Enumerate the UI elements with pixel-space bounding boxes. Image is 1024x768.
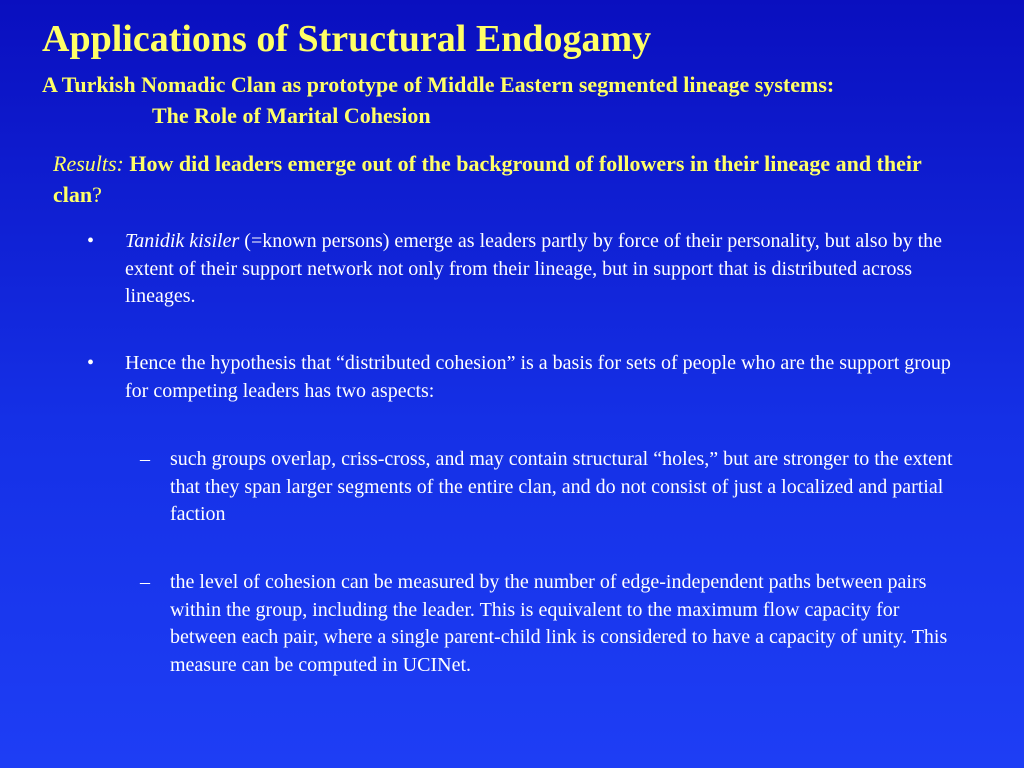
slide-subtitle: A Turkish Nomadic Clan as prototype of Middle Eastern segmented lineage systems: (42, 72, 835, 97)
bullet-text: (=known persons) emerge as leaders partly by force of their personality, but also by the extent of their support network not only from their lineage, but in support that is distributed across lineages. (125, 230, 943, 307)
sub-bullet-item (140, 569, 960, 679)
dash-marker: – (140, 448, 150, 470)
question-mark: ? (92, 182, 102, 207)
bullet-item (87, 228, 955, 311)
bullet-marker: • (87, 352, 95, 374)
sub-bullet-text: such groups overlap, criss-cross, and may contain structural “holes,” but are stronger to the extent that they span larger segments of the entire clan, and do not consist of just a localized and partial faction (170, 448, 953, 525)
sub-bullet-text: the level of cohesion can be measured by the number of edge-independent paths between pairs within the group, including the leader. This is equivalent to the maximum flow capacity for between each pair, where a single parent-child link is considered to have a capacity of unity. This measure can be computed in UCINet. (170, 571, 948, 676)
sub-bullet-item (140, 446, 960, 529)
bullet-marker: • (87, 230, 95, 252)
results-question (53, 148, 953, 210)
bullet-text: Hence the hypothesis that “distributed cohesion” is a basis for sets of people who are the support group for competing leaders has two aspects: (125, 352, 951, 402)
results-label: Results: (53, 151, 124, 176)
bullet-italic-term: Tanidik kisiler (125, 230, 240, 252)
dash-marker: – (140, 571, 150, 593)
slide-subtitle-line2: The Role of Marital Cohesion (152, 103, 431, 128)
question-text: How did leaders emerge out of the background of followers in their lineage and their clan (53, 151, 922, 207)
slide-title: Applications of Structural Endogamy (42, 18, 652, 60)
bullet-item (87, 350, 955, 405)
